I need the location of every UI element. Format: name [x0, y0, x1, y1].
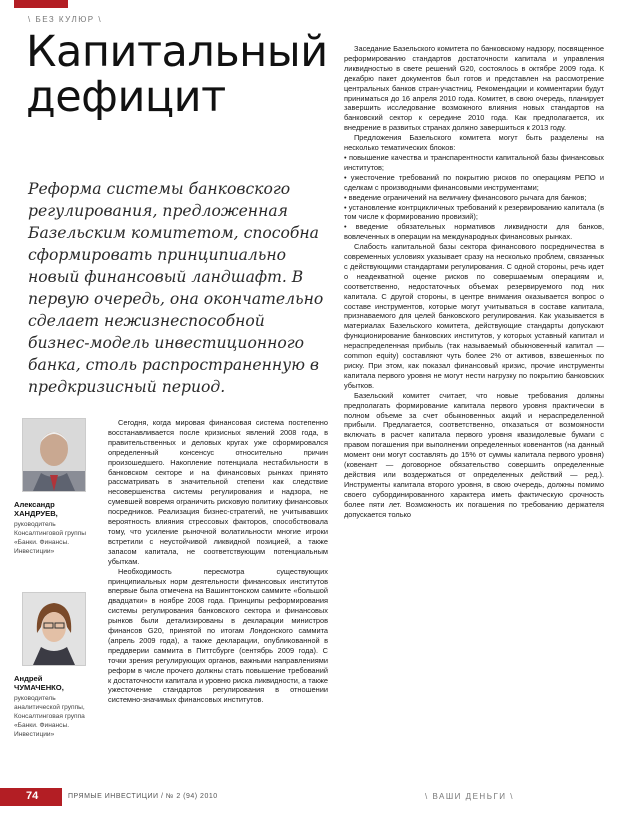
- headline-line-2: дефицит: [26, 72, 226, 122]
- paragraph: Слабость капитальной базы сектора финансового посредничества в современных условиях указывает сразу на несколько проблем, связанных с действующими стандартами регулирования. С одной стороны, речь идет о неадекватной оценке рисков по совершаемым операциям и, соответственно, недостаточных объемах резервируемого под них капитала. С другой стороны, в центре внимания оказывается вопрос о составе инструментов, которые могут учитываться в составе капитала, признаваемого для целей банковского регулирования. Как указывается в материалах Базельского комитета, действующие стандарты допускают функционирование банковских институтов, у которых уставный капитал и нераспределенная прибыль (так называемый обыкновенный капитал — common equity) составляют чуть более 2% от активов, взвешенных по риску. При этом, как показал финансовый кризис, прочие инструменты капитала первого уровня не могут нести нагрузку по покрытию банковских убытков.: [344, 242, 604, 390]
- bullet-item: • ужесточение требований по покрытию рисков по операциям РЕПО и сделкам с производными финансовыми инструментами;: [344, 172, 604, 192]
- paragraph: Предложения Базельского комитета могут быть разделены на несколько тематических блоков:: [344, 133, 604, 153]
- paragraph: Сегодня, когда мировая финансовая система постепенно восстанавливается после кризисных явлений 2008 года, в правительственных и деловых кругах уже сформировался определенный консенсус относительно причин произошедшего. Накопление потенциала нестабильности в банковском секторе и на финансовых рынках принято рассматривать в значительной степени как следствие несовершенства системы регулирования и надзора, не сумевшей вовремя ограничить рисковую политику финансовых посредников. Реализация бизнес-стратегий, не учитывавших вероятность влияния стрессовых факторов, способствовала тому, что усиление рыночной волатильности многие игроки встретили с неустойчивой ликвидной позицией, а также запасом капитала, не соответствующим потенциальным убыткам.: [108, 418, 328, 566]
- author-2-photo: [22, 592, 86, 666]
- bullet-item: • повышение качества и транспарентности капитальной базы финансовых институтов;: [344, 152, 604, 172]
- magazine-issue: ПРЯМЫЕ ИНВЕСТИЦИИ / № 2 (94) 2010: [68, 793, 218, 800]
- paragraph: Заседание Базельского комитета по банковскому надзору, посвященное реформированию стандартов достаточности капитала и управления ликвидностью в свете решений G20, состоялось в октябре 2009 года. К декабрю пакет документов был готов и представлен на рассмотрение центральных банков стран-участниц. Рекомендации и комментарии будут приниматься до 16 апреля 2010 года. Комитет, в свою очередь, планирует завершить исследование возможного влияния новых стандартов на банковский сектор к середине 2010 года. Как предполагается, их внедрение в развитых странах должно завершиться к 2013 году.: [344, 44, 604, 133]
- author-2-name: Андрей ЧУМАЧЕНКО,: [14, 674, 64, 692]
- headline-line-1: Капитальный: [26, 27, 328, 77]
- headline: [26, 27, 346, 122]
- section-name: \ ВАШИ ДЕНЬГИ \: [425, 792, 514, 801]
- page-footer: [0, 788, 630, 808]
- bullet-item: • введение обязательных нормативов ликвидности для банков, вовлеченных в операции на международных финансовых рынках.: [344, 222, 604, 242]
- author-2: [14, 592, 98, 739]
- accent-bar: [14, 0, 68, 8]
- paragraph: Необходимость пересмотра существующих принципиальных норм деятельности финансовых институтов впервые была отмечена на Вашингтонском саммите «большой двадцатки» в ноябре 2008 года. Принципы реформирования системы регулирования банковского сектора и финансовых рынков были детализированы в декларации министров финансов G20, принятой по итогам Лондонского саммита (апрель 2009 года), а также декларации, опубликованной в преддверии саммита в Питтсбурге (сентябрь 2009 года). С точки зрения регулирующих органов, важными направлениями реформ в числе прочего должны стать повышение требований к достаточности капитала и уровню риска ликвидности, а также ужесточение стандартов регулирования в отношении системно-значимых финансовых институтов.: [108, 566, 328, 705]
- rubric: \ БЕЗ КУЛЮР \: [28, 15, 103, 24]
- author-1-photo: [22, 418, 86, 492]
- article-column-right: [344, 44, 604, 520]
- page-number: 74: [26, 790, 39, 802]
- author-1-name: Александр ХАНДРУЕВ,: [14, 500, 58, 518]
- article-column-middle: [108, 418, 328, 705]
- bullet-item: • введение ограничений на величину финансового рычага для банков;: [344, 192, 587, 202]
- author-2-role: руководитель аналитической группы, Консалтинговая группа «Банки. Финансы. Инвестиции»: [14, 695, 85, 738]
- lead-paragraph: Реформа системы банковского регулирования, предложенная Базельским комитетом, способна сформировать принципиально новый финансовый ландшафт. В первую очередь, она окончательно сделает нежизнеспособной бизнес-модель инвестиционного банка, столь распространенную в предкризисный период.: [28, 180, 324, 396]
- author-1-role: руководитель Консалтинговой группы «Банки. Финансы. Инвестиции»: [14, 521, 87, 555]
- paragraph: Базельский комитет считает, что новые требования должны предполагать формирование капитала первого уровня практически в полном объеме за счет обыкновенных акций и нераспределенной прибыли. Предлагается, соответственно, отказаться от возможности включать в расчет капитала первого уровня квазидолевые бумаги с правом погашения при выполнении определенных ковенантов (на данный момент они могут составлять до 15% от суммы капитала первого уровня) (ковенант — договорное обязательство совершить определенные действия или воздержаться от определенных действий — ред.). Инструменты капитала второго уровня, в свою очередь, должны помимо своего субординированного характера иметь фактическую срочность более пяти лет. Возможность их погашения по требованию держателя допускается только: [344, 390, 604, 519]
- author-1: [14, 418, 98, 556]
- bullet-item: • установление контрцикличных требований к резервированию капитала (в том числе к формированию провизий);: [344, 202, 604, 222]
